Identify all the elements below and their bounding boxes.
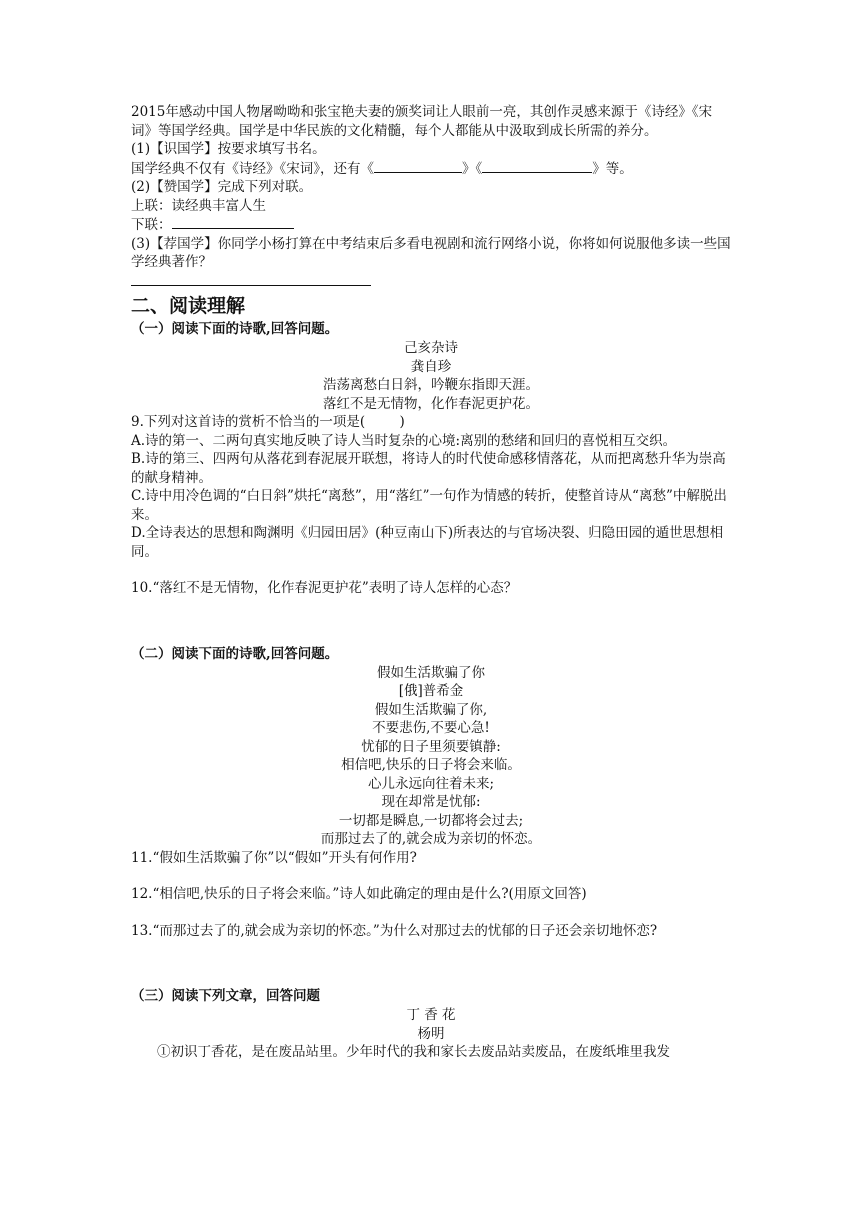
- spacer: [131, 976, 731, 986]
- question-10: 10.“落红不是无情物，化作春泥更护花”表明了诗人怎样的心态？: [131, 580, 518, 596]
- poem-2-line: 忧郁的日子里须要镇静:: [361, 738, 501, 755]
- article-paragraph-1: ①初识丁香花，是在废品站里。少年时代的我和家长去废品站卖废品，在废纸堆里我发: [157, 1044, 670, 1060]
- part-2-title: （二）阅读下面的诗歌,回答问题。: [131, 645, 339, 662]
- couplet-lower-label: 下联：: [131, 217, 172, 233]
- poem-1-title: 己亥杂诗: [404, 340, 458, 356]
- couplet-upper: 上联：读经典丰富人生: [131, 197, 266, 214]
- question-11: 11.“假如生活欺骗了你”以“假如”开头有何作用?: [131, 849, 417, 866]
- poem-2-line: 一切都是瞬息,一切都将会过去;: [338, 812, 524, 829]
- poem-1-author: 龚自珍: [410, 358, 452, 375]
- question-3-label: (3)【荐国学】你同学小杨打算在中考结束后多看电视剧和流行网络小说，你将如何说服他多读一些国学经典著作？: [131, 235, 731, 270]
- spacer: [131, 634, 731, 644]
- document-content: [131, 103, 731, 1062]
- poem-2-line: 现在却常是忧郁:: [381, 794, 481, 810]
- answer-space: [131, 904, 731, 922]
- couplet-lower-line: [131, 215, 731, 235]
- poem-2-line: 相信吧,快乐的日子将会来临。: [341, 757, 521, 773]
- option-9a: A.诗的第一、二两句真实地反映了诗人当时复杂的心境:离别的愁绪和回归的喜悦相互交织。: [131, 432, 677, 449]
- question-2-label: (2)【赞国学】完成下列对联。: [131, 179, 313, 195]
- poem-2-line: 心儿永远向往着未来;: [367, 775, 495, 792]
- question-3-answer-line: [131, 272, 731, 292]
- question-9: 9.下列对这首诗的赏析不恰当的一项是( ): [131, 414, 405, 430]
- poem-2-line: 假如生活欺骗了你,: [374, 701, 488, 718]
- q1-blank-1[interactable]: [374, 159, 462, 173]
- answer-space: [131, 867, 731, 885]
- question-1-label: (1)【识国学】按要求填写书名。: [131, 141, 326, 157]
- question-1-line: [131, 159, 731, 179]
- q1-text-b: 》《: [462, 160, 483, 177]
- question-12: 12.“相信吧,快乐的日子将会来临。”诗人如此确定的理由是什么?(用原文回答): [131, 886, 587, 902]
- article-author: 杨明: [417, 1025, 445, 1042]
- section-2-title: 二、阅读理解: [131, 295, 246, 317]
- answer-space: [131, 598, 731, 634]
- poem-2-author: [俄]普希金: [398, 683, 464, 699]
- q1-blank-2[interactable]: [482, 159, 592, 173]
- part-3-title: （三）阅读下列文章，回答问题: [131, 988, 320, 1004]
- couplet-lower-blank[interactable]: [172, 215, 294, 229]
- article-title: 丁 香 花: [406, 1007, 456, 1023]
- option-9c: C.诗中用冷色调的“白日斜”烘托“离愁”，用“落红”一句作为情感的转折，使整首诗从“离愁”中解脱出来。: [131, 488, 727, 523]
- poem-2-title: 假如生活欺骗了你: [377, 664, 485, 681]
- question-13: 13.“而那过去了的,就会成为亲切的怀恋。”为什么对那过去的忧郁的日子还会亲切地怀恋?: [131, 922, 658, 939]
- poem-1-line: 落红不是无情物，化作春泥更护花。: [323, 395, 539, 412]
- part-1-title: （一）阅读下面的诗歌,回答问题。: [131, 321, 339, 337]
- answer-space: [131, 940, 731, 976]
- spacer: [131, 561, 731, 579]
- poem-1-line: 浩荡离愁白日斜，吟鞭东指即天涯。: [323, 377, 539, 393]
- intro-paragraph: 2015年感动中国人物屠呦呦和张宝艳夫妻的颁奖词让人眼前一亮，其创作灵感来源于《诗经》《宋词》等国学经典。国学是中华民族的文化精髓，每个人都能从中汲取到成长所需的养分。: [131, 104, 713, 139]
- option-9d: D.全诗表达的思想和陶渊明《归园田居》(种豆南山下)所表达的与官场决裂、归隐田园的遁世思想相同。: [131, 525, 724, 560]
- poem-2-line: 不要悲伤,不要心急!: [372, 720, 490, 736]
- option-9b: B.诗的第三、四两句从落花到春泥展开联想，将诗人的时代使命感移情落花，从而把离愁升华为崇高的献身精神。: [131, 451, 726, 486]
- q1-text-c: 》等。: [592, 160, 633, 177]
- poem-2-line: 而那过去了的,就会成为亲切的怀恋。: [320, 831, 542, 847]
- q1-text-a: 国学经典不仅有《诗经》《宋词》，还有《: [131, 160, 374, 177]
- q3-answer-blank[interactable]: [131, 272, 371, 286]
